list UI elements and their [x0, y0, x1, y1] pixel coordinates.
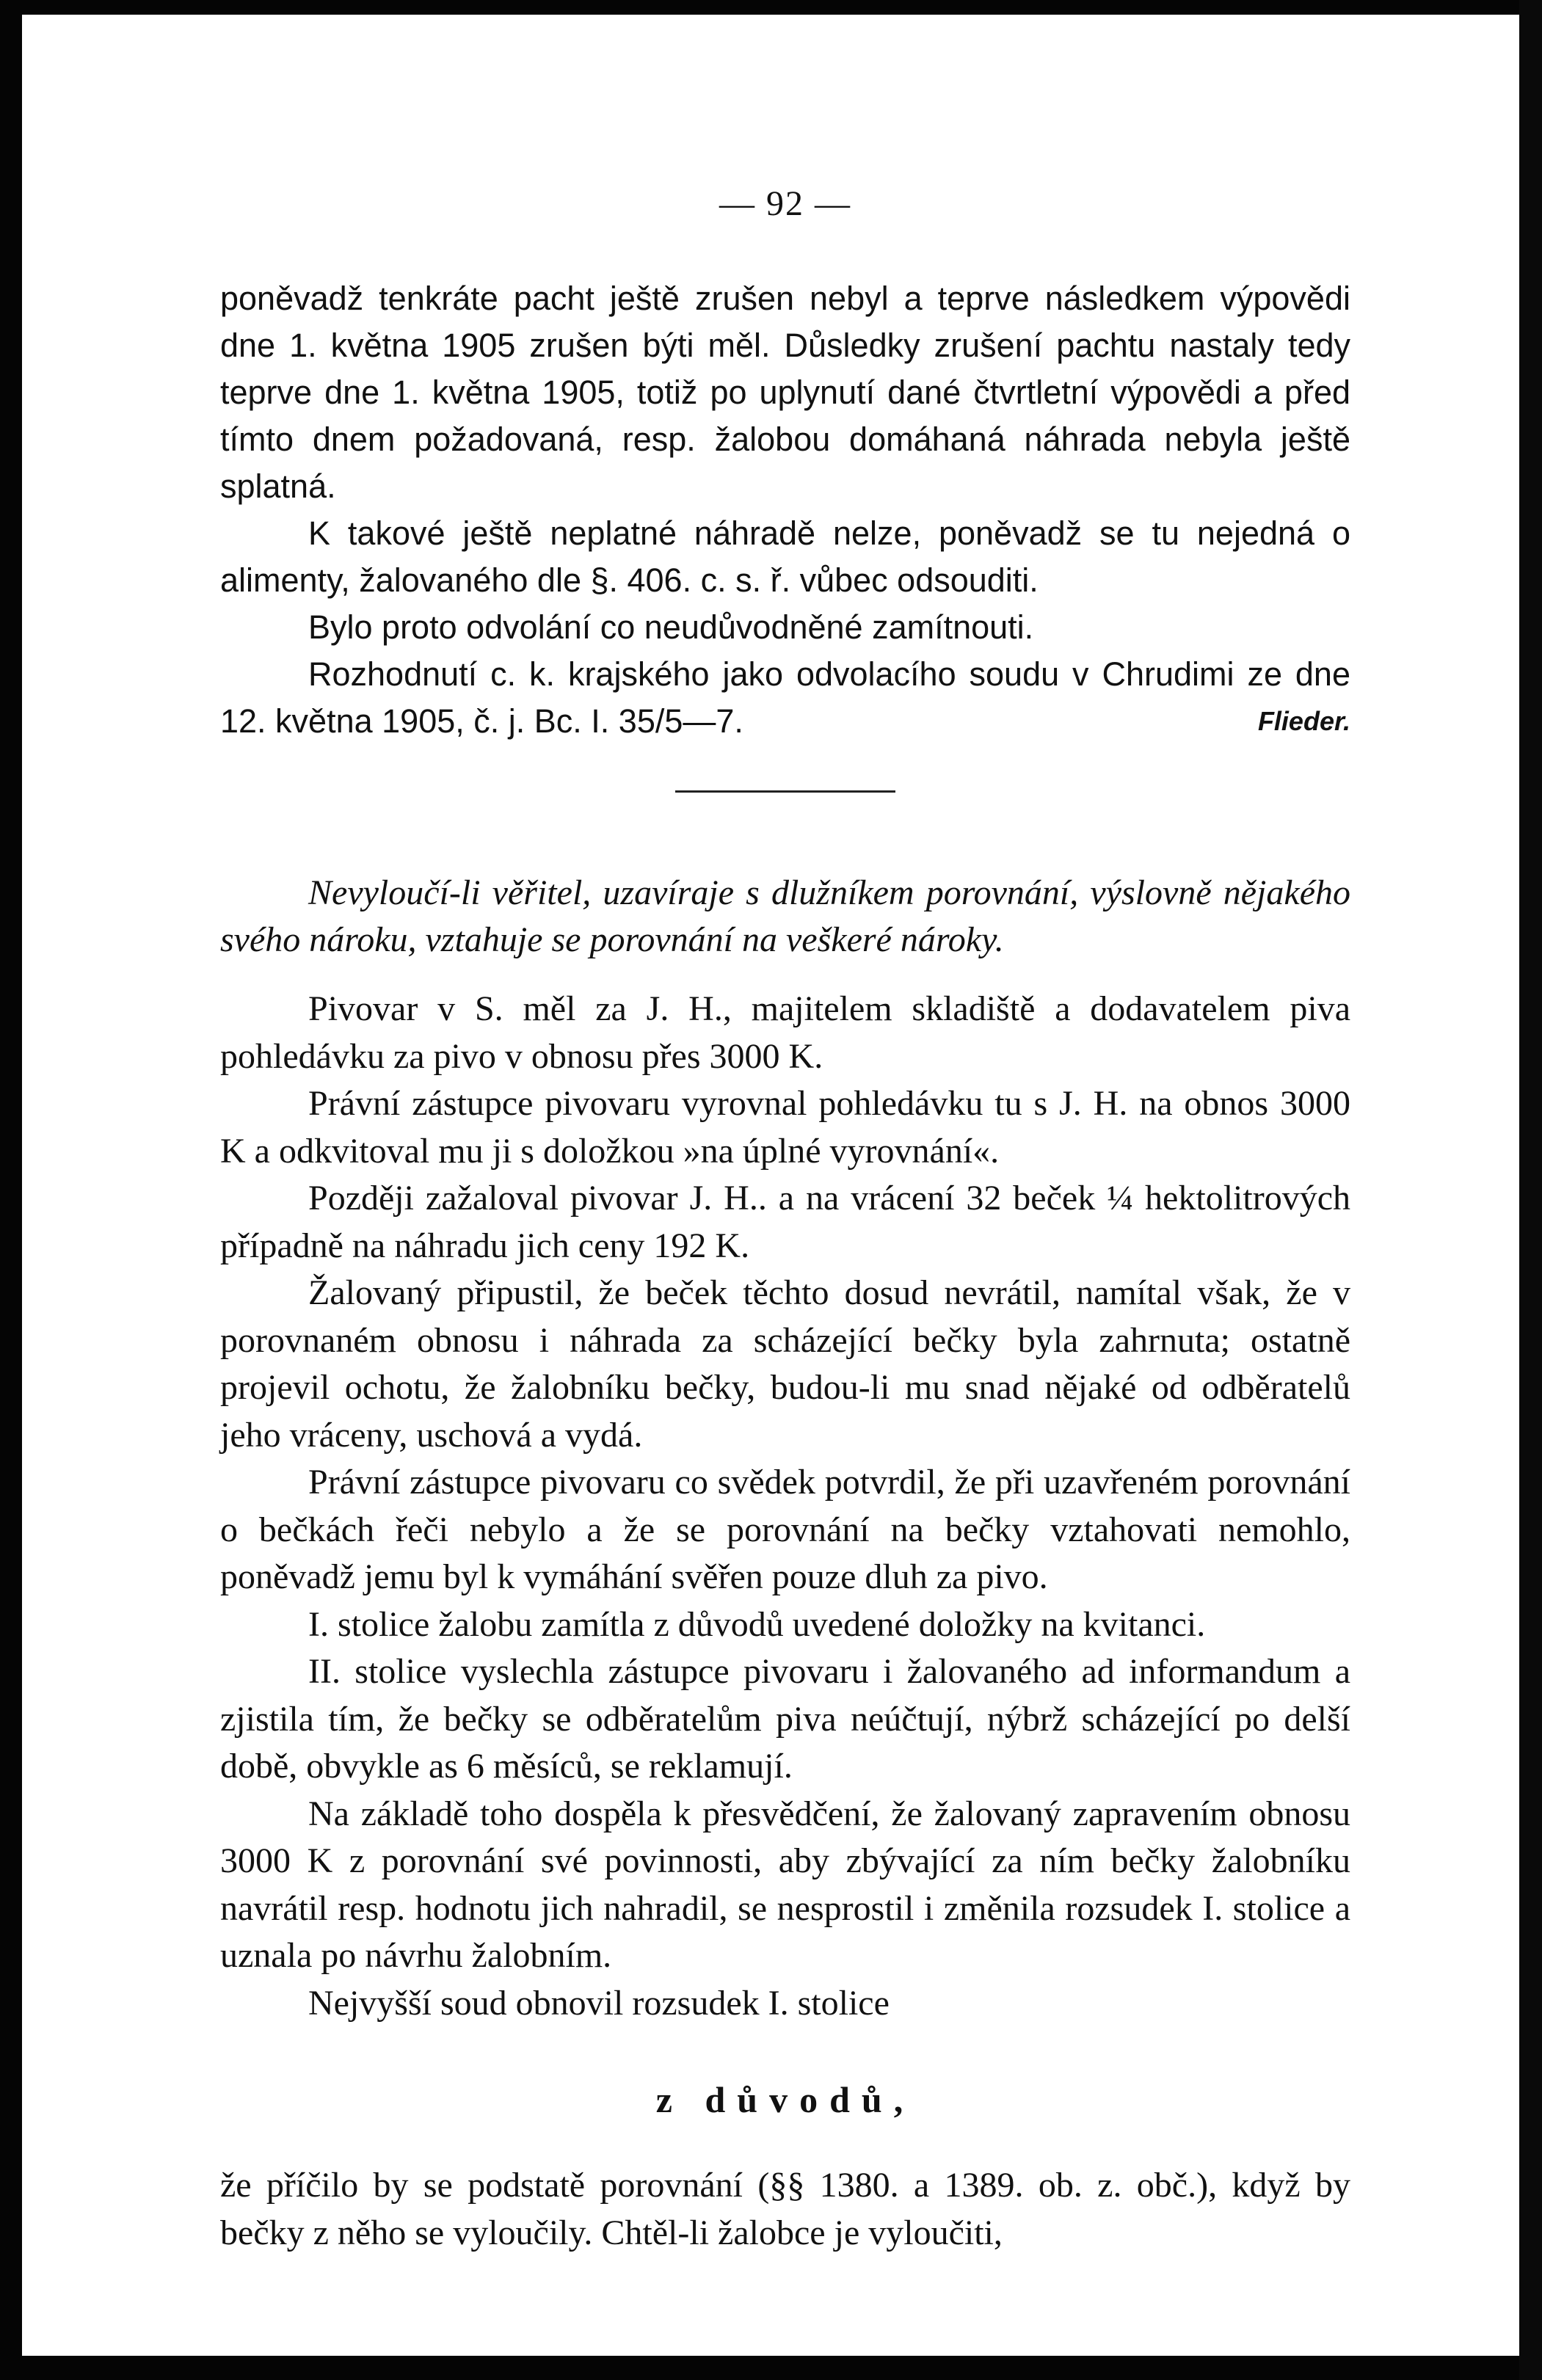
paragraph: Později zažaloval pivovar J. H.. a na vrácení 32 beček ¼ hektolitrových případně na náhradu jich ceny 192 K. — [220, 1179, 1350, 1265]
paragraph-final: že příčilo by se podstatě porovnání (§§ 1380. a 1389. ob. z. obč.), když by bečky z něho se vyloučily. Chtěl-li žalobce je vyloučiti, — [220, 2166, 1350, 2252]
paragraph: K takové ještě neplatné náhradě nelze, poněvadž se tu nejedná o alimenty, žalovaného dle §. 406. c. s. ř. vůbec odsouditi. — [220, 514, 1350, 599]
paragraph-continuation: poněvadž tenkráte pacht ještě zrušen nebyl a teprve následkem výpovědi dne 1. května 1905 zrušen býti měl. Důsledky zrušení pachtu nastaly tedy teprve dne 1. května 1905, totiž po uplynutí dané čtvrtletní výpovědi a před tímto dnem požadovaná, resp. žalobou domáhaná náhrada nebyla ještě splatná. — [220, 280, 1350, 505]
page-content — [220, 183, 1350, 2257]
legal-headnote: Nevyloučí-li věřitel, uzavíraje s dlužníkem porovnání, výslovně nějakého svého nároku, vztahuje se porovnání na veškeré nároky. — [220, 873, 1350, 959]
paragraph: II. stolice vyslechla zástupce pivovaru i žalovaného ad informandum a zjistila tím, že bečky se odběratelům piva neúčtují, nýbrž scházející po delší době, obvykle as 6 měsíců, se reklamují. — [220, 1652, 1350, 1786]
paragraph: Právní zástupce pivovaru vyrovnal pohledávku tu s J. H. na obnos 3000 K a odkvitoval mu ji s doložkou »na úplné vyrovnání«. — [220, 1084, 1350, 1171]
section-divider — [675, 790, 895, 793]
paragraph: I. stolice žalobu zamítla z důvodů uvedené doložky na kvitanci. — [308, 1604, 1206, 1644]
paragraph: Nejvyšší soud obnovil rozsudek I. stolice — [308, 1983, 890, 2023]
section-heading: z důvodů, — [655, 2079, 915, 2120]
decision-citation — [220, 651, 1350, 745]
author-signature: Flieder. — [1257, 706, 1350, 736]
paragraph: Právní zástupce pivovaru co svědek potvrdil, že při uzavřeném porovnání o bečkách řeči nebylo a že se porovnání na bečky vztahovati nemohlo, poněvadž jemu byl k vymáhání svěřen pouze dluh za pivo. — [220, 1463, 1350, 1596]
citation-text: Rozhodnutí c. k. krajského jako odvolacího soudu v Chrudimi ze dne 12. května 1905, č. j. Bc. I. 35/5—7. — [220, 655, 1350, 740]
paragraph: Na základě toho dospěla k přesvědčení, že žalovaný zapravením obnosu 3000 K z porovnání své povinnosti, aby zbývající za ním bečky žalobníku navrátil resp. hodnotu jich nahradil, se nesprostil i změnila rozsudek I. stolice a uznala po návrhu žalobním. — [220, 1794, 1350, 1975]
paragraph: Pivovar v S. měl za J. H., majitelem skladiště a dodavatelem piva pohledávku za pivo v obnosu přes 3000 K. — [220, 989, 1350, 1076]
paragraph: Bylo proto odvolání co neudůvodněné zamítnouti. — [308, 608, 1034, 646]
scan-edge — [1519, 0, 1542, 2380]
paragraph: Žalovaný připustil, že beček těchto dosud nevrátil, namítal však, že v porovnaném obnosu i náhrada za scházející bečky byla zahrnuta; ostatně projevil ochotu, že žalobníku bečky, budou-li mu snad nějaké od odběratelů jeho vráceny, uschová a vydá. — [220, 1273, 1350, 1455]
page-number: — 92 — — [719, 184, 851, 223]
